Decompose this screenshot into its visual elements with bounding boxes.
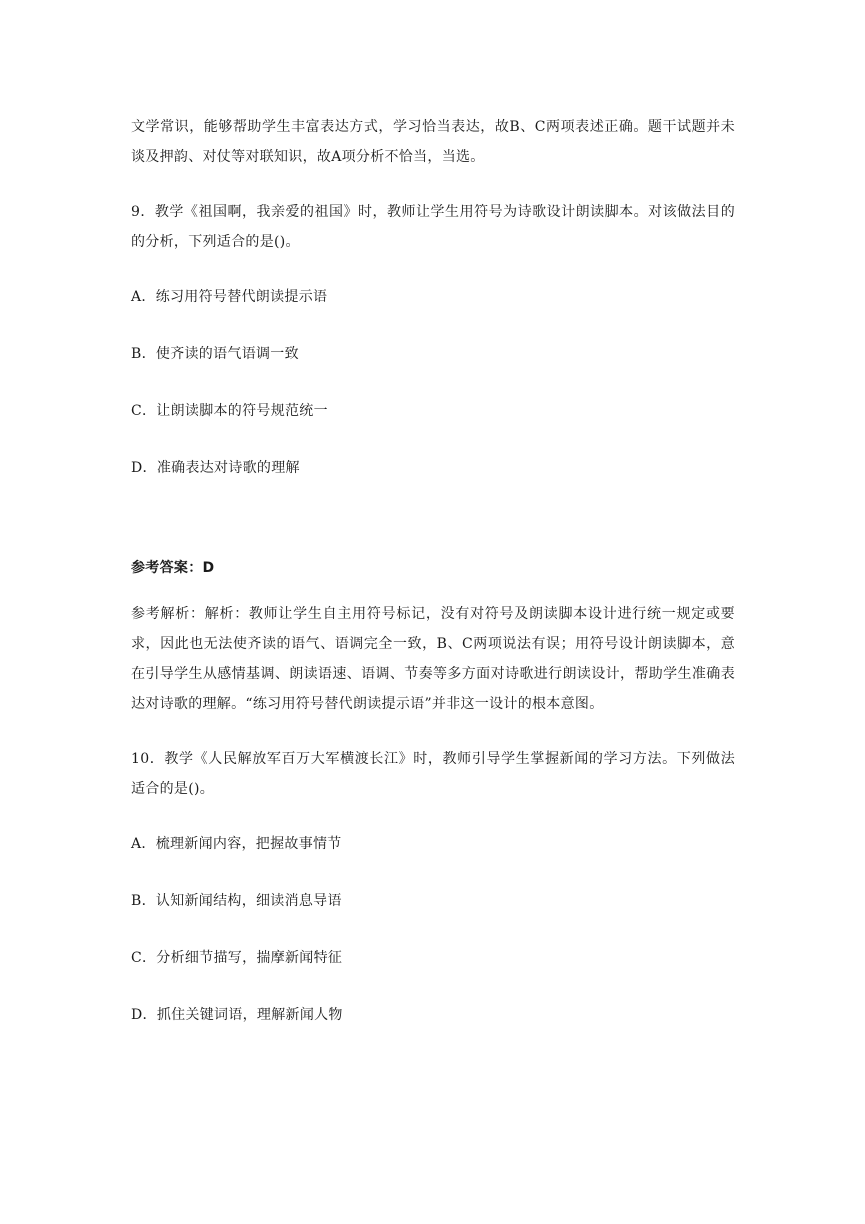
question-9-stem: 9．教学《祖国啊，我亲爱的祖国》时，教师让学生用符号为诗歌设计朗读脚本。对该做法目的的分析，下列适合的是()。 (131, 204, 735, 250)
intro-paragraph: 文学常识，能够帮助学生丰富表达方式，学习恰当表达，故B、C两项表述正确。题干试题并未谈及押韵、对仗等对联知识，故A项分析不恰当，当选。 (131, 119, 735, 165)
question-10-stem: 10．教学《人民解放军百万大军横渡长江》时，教师引导学生掌握新闻的学习方法。下列做法适合的是()。 (131, 751, 735, 797)
question-9-option-d: D．准确表达对诗歌的理解 (131, 460, 300, 476)
document-page (131, 112, 735, 1057)
question-9-answer: 参考答案：D (131, 560, 215, 576)
question-10-option-d: D．抓住关键词语，理解新闻人物 (131, 1007, 343, 1023)
question-9-analysis: 参考解析：解析：教师让学生自主用符号标记，没有对符号及朗读脚本设计进行统一规定或要求，因此也无法使齐读的语气、语调完全一致，B、C两项说法有误；用符号设计朗读脚本，意在引导学生从感情基调、朗读语速、语调、节奏等多方面对诗歌进行朗读设计，帮助学生准确表达对诗歌的理解。“练习用符号替代朗读提示语”并非这一设计的根本意图。 (131, 606, 735, 712)
question-10-option-c: C．分析细节描写，揣摩新闻特征 (131, 950, 343, 966)
question-10-option-b: B．认知新闻结构，细读消息导语 (131, 893, 342, 909)
question-9-option-a: A．练习用符号替代朗读提示语 (131, 289, 328, 305)
question-9-option-c: C．让朗读脚本的符号规范统一 (131, 403, 328, 419)
question-10-option-a: A．梳理新闻内容，把握故事情节 (131, 836, 342, 852)
question-9-options (131, 282, 735, 483)
question-9-option-b: B．使齐读的语气语调一致 (131, 346, 299, 362)
question-10-options (131, 829, 735, 1030)
